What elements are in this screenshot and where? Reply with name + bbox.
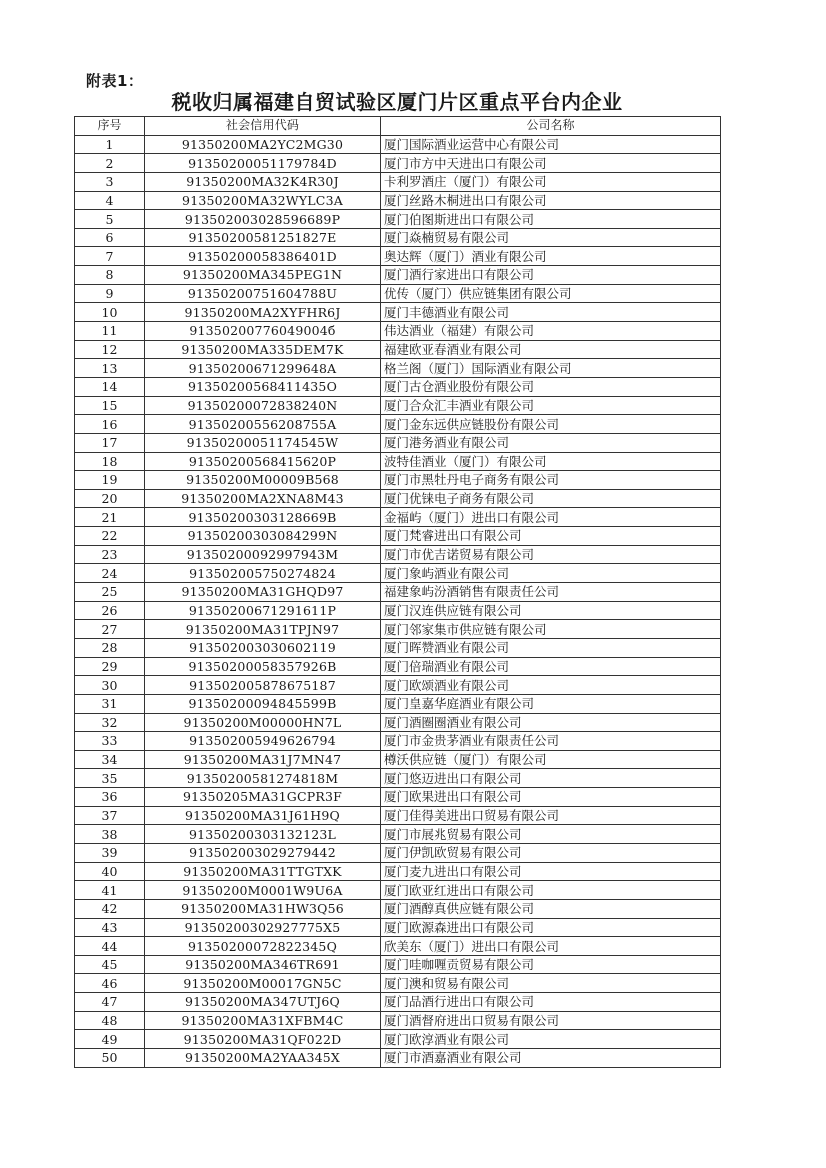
row-credit-code: 91350200776049004б <box>145 322 381 341</box>
row-seq: 37 <box>75 806 145 825</box>
row-seq: 24 <box>75 564 145 583</box>
row-seq: 30 <box>75 676 145 695</box>
row-company-name: 厦门悠迈进出口有限公司 <box>381 769 721 788</box>
row-company-name: 厦门晖赞酒业有限公司 <box>381 638 721 657</box>
row-seq: 17 <box>75 433 145 452</box>
attachment-label: 附表1： <box>86 72 144 90</box>
table-row <box>75 732 721 751</box>
row-credit-code: 91350200MA2YC2MG30 <box>145 135 381 154</box>
row-seq: 50 <box>75 1049 145 1068</box>
row-credit-code: 91350200MA32K4R30J <box>145 172 381 191</box>
table-header-row <box>75 117 721 136</box>
row-company-name: 厦门伊凯欧贸易有限公司 <box>381 843 721 862</box>
row-seq: 11 <box>75 322 145 341</box>
row-company-name: 厦门国际酒业运营中心有限公司 <box>381 135 721 154</box>
row-seq: 33 <box>75 732 145 751</box>
row-seq: 14 <box>75 377 145 396</box>
row-credit-code: 91350200568415620P <box>145 452 381 471</box>
table-row <box>75 657 721 676</box>
row-credit-code: 91350200M0001W9U6A <box>145 881 381 900</box>
row-credit-code: 91350200671291611P <box>145 601 381 620</box>
row-seq: 22 <box>75 527 145 546</box>
row-seq: 2 <box>75 154 145 173</box>
row-credit-code: 91350200051174545W <box>145 433 381 452</box>
table-row <box>75 583 721 602</box>
row-company-name: 厦门欧源森进出口有限公司 <box>381 918 721 937</box>
row-credit-code: 91350200094845599B <box>145 694 381 713</box>
row-seq: 47 <box>75 993 145 1012</box>
table-row <box>75 154 721 173</box>
row-company-name: 福建欧亚春酒业有限公司 <box>381 340 721 359</box>
enterprise-table <box>74 116 721 1068</box>
row-seq: 40 <box>75 862 145 881</box>
row-company-name: 厦门市优吉诺贸易有限公司 <box>381 545 721 564</box>
table-row <box>75 620 721 639</box>
row-company-name: 厦门酒行家进出口有限公司 <box>381 266 721 285</box>
table-row <box>75 806 721 825</box>
table-row <box>75 1030 721 1049</box>
table-row <box>75 340 721 359</box>
row-company-name: 厦门优铼电子商务有限公司 <box>381 489 721 508</box>
row-seq: 3 <box>75 172 145 191</box>
column-header-company-name: 公司名称 <box>381 117 721 136</box>
row-company-name: 厦门港务酒业有限公司 <box>381 433 721 452</box>
row-seq: 48 <box>75 1011 145 1030</box>
table-row <box>75 452 721 471</box>
row-seq: 10 <box>75 303 145 322</box>
row-credit-code: 91350200303084299N <box>145 527 381 546</box>
row-seq: 27 <box>75 620 145 639</box>
row-company-name: 厦门麦九进出口有限公司 <box>381 862 721 881</box>
row-company-name: 厦门皇嘉华庭酒业有限公司 <box>381 694 721 713</box>
table-row <box>75 489 721 508</box>
row-seq: 43 <box>75 918 145 937</box>
table-row <box>75 899 721 918</box>
table-row <box>75 825 721 844</box>
row-company-name: 厦门丰德酒业有限公司 <box>381 303 721 322</box>
row-company-name: 厦门象屿酒业有限公司 <box>381 564 721 583</box>
table-row <box>75 228 721 247</box>
row-company-name: 厦门澳和贸易有限公司 <box>381 974 721 993</box>
row-seq: 20 <box>75 489 145 508</box>
table-row <box>75 545 721 564</box>
table-row <box>75 1011 721 1030</box>
row-credit-code: 91350200751604788U <box>145 284 381 303</box>
table-row <box>75 843 721 862</box>
row-credit-code: 91350200MA32WYLC3A <box>145 191 381 210</box>
row-seq: 31 <box>75 694 145 713</box>
row-seq: 32 <box>75 713 145 732</box>
row-seq: 1 <box>75 135 145 154</box>
row-credit-code: 91350200MA347UTJ6Q <box>145 993 381 1012</box>
row-seq: 29 <box>75 657 145 676</box>
row-credit-code: 91350205MA31GCPR3F <box>145 788 381 807</box>
table-row <box>75 601 721 620</box>
row-credit-code: 913502005750274824 <box>145 564 381 583</box>
row-seq: 23 <box>75 545 145 564</box>
table-row <box>75 172 721 191</box>
row-seq: 21 <box>75 508 145 527</box>
row-seq: 28 <box>75 638 145 657</box>
row-company-name: 厦门倍瑞酒业有限公司 <box>381 657 721 676</box>
row-company-name: 厦门欧淳酒业有限公司 <box>381 1030 721 1049</box>
row-credit-code: 91350200303132123L <box>145 825 381 844</box>
row-credit-code: 91350200072838240N <box>145 396 381 415</box>
row-seq: 18 <box>75 452 145 471</box>
row-company-name: 厦门伯图斯进出口有限公司 <box>381 210 721 229</box>
row-credit-code: 91350200092997943M <box>145 545 381 564</box>
row-credit-code: 91350200MA2XYFHR6J <box>145 303 381 322</box>
table-row <box>75 993 721 1012</box>
row-company-name: 厦门合众汇丰酒业有限公司 <box>381 396 721 415</box>
table-row <box>75 564 721 583</box>
row-credit-code: 91350200M00009B568 <box>145 471 381 490</box>
row-credit-code: 91350200058357926B <box>145 657 381 676</box>
table-row <box>75 433 721 452</box>
row-company-name: 厦门市展兆贸易有限公司 <box>381 825 721 844</box>
table-row <box>75 955 721 974</box>
row-seq: 36 <box>75 788 145 807</box>
table-row <box>75 937 721 956</box>
table-row <box>75 638 721 657</box>
table-row <box>75 471 721 490</box>
row-seq: 6 <box>75 228 145 247</box>
table-row <box>75 918 721 937</box>
row-credit-code: 91350200556208755A <box>145 415 381 434</box>
row-company-name: 厦门酒圈圈酒业有限公司 <box>381 713 721 732</box>
row-seq: 38 <box>75 825 145 844</box>
table-row <box>75 788 721 807</box>
row-credit-code: 91350200M00017GN5C <box>145 974 381 993</box>
row-credit-code: 91350200MA345PEG1N <box>145 266 381 285</box>
row-credit-code: 91350200058386401D <box>145 247 381 266</box>
table-row <box>75 881 721 900</box>
row-company-name: 厦门欧果进出口有限公司 <box>381 788 721 807</box>
row-credit-code: 91350200072822345Q <box>145 937 381 956</box>
row-seq: 5 <box>75 210 145 229</box>
row-company-name: 卡利罗酒庄（厦门）有限公司 <box>381 172 721 191</box>
row-seq: 15 <box>75 396 145 415</box>
table-row <box>75 322 721 341</box>
table-row <box>75 191 721 210</box>
row-company-name: 福建象屿汾酒销售有限责任公司 <box>381 583 721 602</box>
row-company-name: 奥达辉（厦门）酒业有限公司 <box>381 247 721 266</box>
row-credit-code: 91350200303060211​9 <box>145 638 381 657</box>
row-credit-code: 91350200671299648A <box>145 359 381 378</box>
row-company-name: 金福屿（厦门）进出口有限公司 <box>381 508 721 527</box>
row-seq: 39 <box>75 843 145 862</box>
row-credit-code: 91350200MA31TTGTXK <box>145 862 381 881</box>
row-seq: 42 <box>75 899 145 918</box>
row-seq: 16 <box>75 415 145 434</box>
table-row <box>75 862 721 881</box>
table-row <box>75 396 721 415</box>
row-credit-code: 91350200581274818M <box>145 769 381 788</box>
table-row <box>75 303 721 322</box>
row-company-name: 厦门邻家集市供应链有限公司 <box>381 620 721 639</box>
row-credit-code: 91350200581251827E <box>145 228 381 247</box>
table-row <box>75 247 721 266</box>
row-seq: 26 <box>75 601 145 620</box>
row-credit-code: 91350200MA31QF022D <box>145 1030 381 1049</box>
table-row <box>75 415 721 434</box>
table-row <box>75 676 721 695</box>
row-company-name: 厦门酒督府进出口贸易有限公司 <box>381 1011 721 1030</box>
table-row <box>75 694 721 713</box>
table-row <box>75 508 721 527</box>
row-company-name: 厦门市方中天进出口有限公司 <box>381 154 721 173</box>
column-header-credit-code: 社会信用代码 <box>145 117 381 136</box>
row-company-name: 格兰阁（厦门）国际酒业有限公司 <box>381 359 721 378</box>
row-credit-code: 91350200302927775X5 <box>145 918 381 937</box>
row-credit-code: 91350200MA31J61H9Q <box>145 806 381 825</box>
row-seq: 9 <box>75 284 145 303</box>
table-row <box>75 210 721 229</box>
table-row <box>75 284 721 303</box>
row-company-name: 厦门汉连供应链有限公司 <box>381 601 721 620</box>
row-company-name: 厦门市酒嘉酒业有限公司 <box>381 1049 721 1068</box>
row-seq: 34 <box>75 750 145 769</box>
row-company-name: 厦门焱楠贸易有限公司 <box>381 228 721 247</box>
row-seq: 35 <box>75 769 145 788</box>
row-company-name: 波特佳酒业（厦门）有限公司 <box>381 452 721 471</box>
row-credit-code: 91350200MA2YAA345X <box>145 1049 381 1068</box>
table-row <box>75 359 721 378</box>
document-title: 税收归属福建自贸试验区厦门片区重点平台内企业 <box>171 90 623 114</box>
row-company-name: 厦门欧颂酒业有限公司 <box>381 676 721 695</box>
row-company-name: 厦门市金贵茅酒业有限责任公司 <box>381 732 721 751</box>
row-company-name: 厦门酒醇真供应链有限公司 <box>381 899 721 918</box>
row-credit-code: 913502005949626794 <box>145 732 381 751</box>
table-row <box>75 1049 721 1068</box>
row-credit-code: 913502003028596689P <box>145 210 381 229</box>
row-seq: 8 <box>75 266 145 285</box>
row-company-name: 厦门金东远供应链股份有限公司 <box>381 415 721 434</box>
row-credit-code: 91350200051179784D <box>145 154 381 173</box>
row-company-name: 厦门古仓酒业股份有限公司 <box>381 377 721 396</box>
row-company-name: 厦门丝路木桐进出口有限公司 <box>381 191 721 210</box>
row-seq: 19 <box>75 471 145 490</box>
row-credit-code: 91350200MA31XFBM4C <box>145 1011 381 1030</box>
row-seq: 13 <box>75 359 145 378</box>
row-credit-code: 913502005878675187 <box>145 676 381 695</box>
row-company-name: 厦门哇咖喱贡贸易有限公司 <box>381 955 721 974</box>
row-company-name: 厦门欧亚红进出口有限公司 <box>381 881 721 900</box>
row-seq: 4 <box>75 191 145 210</box>
row-company-name: 欣美东（厦门）进出口有限公司 <box>381 937 721 956</box>
row-company-name: 厦门品酒行进出口有限公司 <box>381 993 721 1012</box>
row-company-name: 樽沃供应链（厦门）有限公司 <box>381 750 721 769</box>
table-row <box>75 377 721 396</box>
row-company-name: 厦门市黑牡丹电子商务有限公司 <box>381 471 721 490</box>
row-seq: 7 <box>75 247 145 266</box>
column-header-seq: 序号 <box>75 117 145 136</box>
row-company-name: 厦门佳得美进出口贸易有限公司 <box>381 806 721 825</box>
row-seq: 25 <box>75 583 145 602</box>
row-credit-code: 91350200MA346TR691 <box>145 955 381 974</box>
row-seq: 44 <box>75 937 145 956</box>
table-row <box>75 713 721 732</box>
row-credit-code: 91350200M00000HN7L <box>145 713 381 732</box>
row-credit-code: 91350200MA2XNA8M43 <box>145 489 381 508</box>
row-credit-code: 91350200568411435O <box>145 377 381 396</box>
row-credit-code: 91350200MA31J7MN47 <box>145 750 381 769</box>
row-company-name: 厦门梵睿进出口有限公司 <box>381 527 721 546</box>
row-credit-code: 91350200302927944​2 <box>145 843 381 862</box>
table-row <box>75 750 721 769</box>
row-credit-code: 91350200303128669B <box>145 508 381 527</box>
table-row <box>75 135 721 154</box>
table-row <box>75 974 721 993</box>
row-credit-code: 91350200MA31HW3Q56 <box>145 899 381 918</box>
row-seq: 45 <box>75 955 145 974</box>
row-seq: 41 <box>75 881 145 900</box>
table-row <box>75 527 721 546</box>
row-seq: 49 <box>75 1030 145 1049</box>
row-credit-code: 91350200MA31GHQD97 <box>145 583 381 602</box>
row-company-name: 优传（厦门）供应链集团有限公司 <box>381 284 721 303</box>
row-company-name: 伟达酒业（福建）有限公司 <box>381 322 721 341</box>
row-credit-code: 91350200MA31TPJN97 <box>145 620 381 639</box>
table-row <box>75 769 721 788</box>
row-seq: 12 <box>75 340 145 359</box>
row-credit-code: 91350200MA335DEM7K <box>145 340 381 359</box>
row-seq: 46 <box>75 974 145 993</box>
table-row <box>75 266 721 285</box>
